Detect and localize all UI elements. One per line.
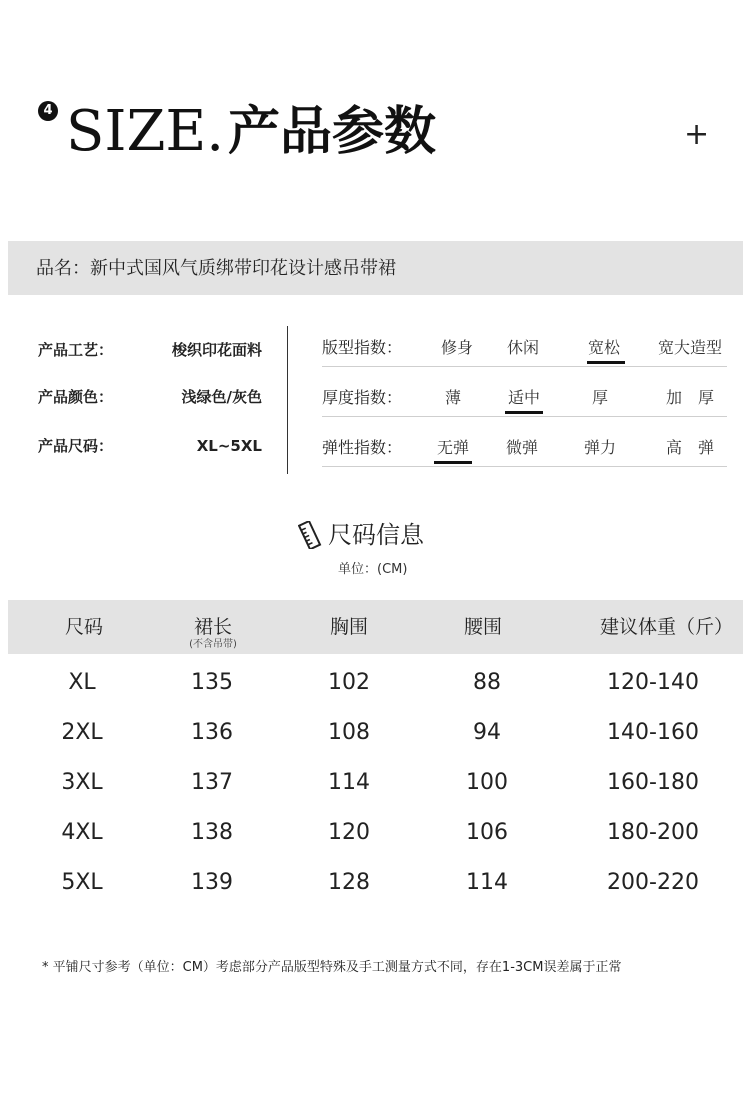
spec-label-color: 产品颜色： (38, 388, 114, 406)
table-cell: 3XL (61, 770, 103, 795)
table-cell: 108 (328, 720, 370, 745)
index-option: 休闲 (506, 338, 539, 357)
table-cell: 120-140 (607, 670, 699, 695)
table-cell: 100 (466, 770, 508, 795)
index-label-fit: 版型指数： (322, 338, 403, 357)
index-option: 微弹 (505, 438, 538, 457)
index-option: 加 厚 (665, 388, 714, 407)
title-chinese: 产品参数 (228, 101, 437, 162)
spec-label-size: 产品尺码： (38, 437, 114, 455)
table-cell: 138 (191, 820, 233, 845)
table-cell: 114 (328, 770, 370, 795)
table-cell: 200-220 (607, 870, 699, 895)
table-cell: 102 (328, 670, 370, 695)
index-option: 弹力 (583, 438, 616, 457)
index-option: 修身 (440, 338, 473, 357)
title-english: SIZE. (66, 99, 225, 164)
table-cell: 140-160 (607, 720, 699, 745)
index-option: 高 弹 (665, 438, 714, 457)
selected-underline (434, 461, 472, 464)
ruler-icon (298, 521, 322, 553)
table-header-weight: 建议体重（斤） (600, 616, 734, 638)
measurement-footnote: * 平铺尺寸参考（单位：CM）考虑部分产品版型特殊及手工测量方式不同，存在1-3CM误差属于正常 (42, 960, 622, 975)
spec-value-craft: 梭织印花面料 (171, 341, 262, 359)
table-cell: 120 (328, 820, 370, 845)
index-option: 厚 (591, 388, 608, 407)
index-option-selected: 宽松 (587, 338, 620, 357)
spec-label-craft: 产品工艺： (38, 341, 114, 359)
table-cell: 88 (473, 670, 501, 695)
table-cell: 128 (328, 870, 370, 895)
table-cell: 106 (466, 820, 508, 845)
table-cell: 2XL (61, 720, 103, 745)
table-cell: 114 (466, 870, 508, 895)
index-row-line (322, 366, 727, 367)
product-name: 品名：新中式国风气质绑带印花设计感吊带裙 (36, 258, 396, 279)
index-row-line (322, 416, 727, 417)
index-option-selected: 无弹 (436, 438, 469, 457)
table-cell: 5XL (61, 870, 103, 895)
table-cell: 139 (191, 870, 233, 895)
spec-value-size: XL~5XL (196, 437, 262, 455)
table-cell: 160-180 (607, 770, 699, 795)
table-header-waist: 腰围 (463, 616, 502, 638)
table-cell: XL (68, 670, 96, 695)
index-row-line (322, 466, 727, 467)
table-cell: 4XL (61, 820, 103, 845)
index-option: 宽大造型 (657, 338, 722, 357)
index-option: 薄 (444, 388, 461, 407)
step-number-badge: 4 (38, 101, 58, 121)
table-header-length-note: (不含吊带) (189, 639, 237, 650)
table-cell: 137 (191, 770, 233, 795)
index-label-thickness: 厚度指数： (322, 388, 403, 407)
table-cell: 180-200 (607, 820, 699, 845)
table-header-bust: 胸围 (329, 616, 368, 638)
selected-underline (587, 361, 625, 364)
index-option-selected: 适中 (507, 388, 540, 407)
spec-value-color: 浅绿色/灰色 (181, 388, 262, 406)
selected-underline (505, 411, 543, 414)
table-cell: 94 (473, 720, 501, 745)
index-label-elasticity: 弹性指数： (322, 438, 403, 457)
size-info-title: 尺码信息 (328, 521, 424, 549)
table-header-length: 裙长 (193, 616, 232, 638)
table-cell: 136 (191, 720, 233, 745)
plus-icon: + (684, 117, 710, 152)
table-header-size: 尺码 (64, 616, 103, 638)
spec-divider (287, 326, 288, 474)
unit-label: 单位：(CM) (338, 562, 408, 577)
table-cell: 135 (191, 670, 233, 695)
